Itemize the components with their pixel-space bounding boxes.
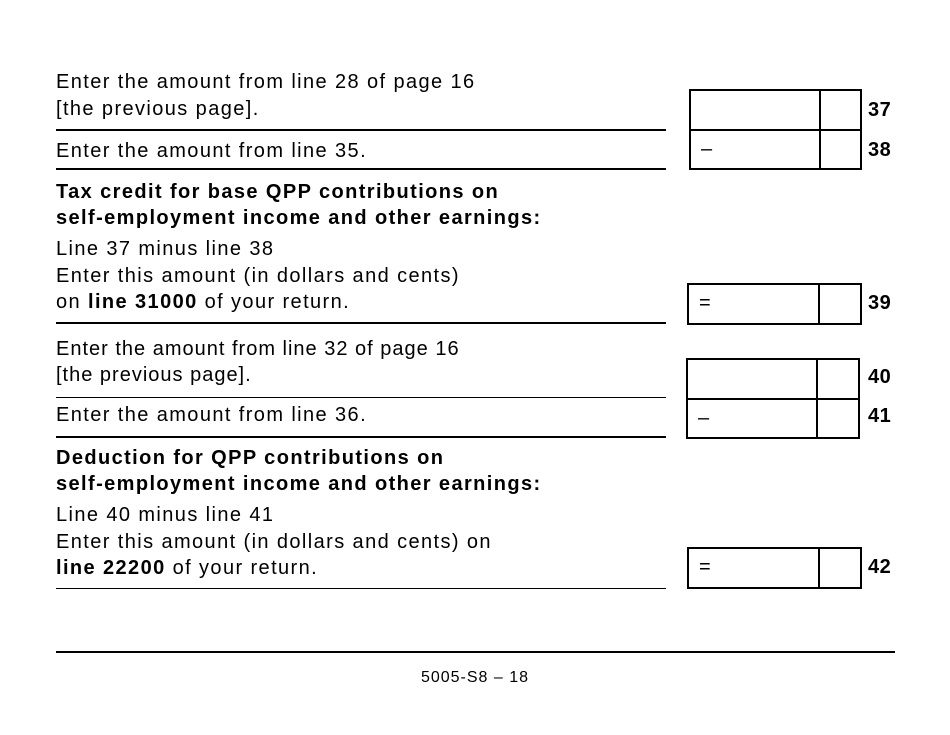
cents-divider [816,398,818,439]
deduction-instruction-2 [56,555,318,581]
line-number-40: 40 [868,366,892,388]
instruction-prefix: on [56,291,89,313]
deduction-heading-2: self-employment income and other earnings: [56,473,542,495]
line-37-amount-field[interactable] [689,89,862,131]
minus-sign: – [701,137,713,160]
instruction-suffix: of your return. [197,291,351,313]
tax-credit-instruction-1: Enter this amount (in dollars and cents) [56,265,460,287]
divider [56,588,666,589]
deduction-heading-1: Deduction for QPP contributions on [56,447,445,469]
tax-credit-heading-1: Tax credit for base QPP contributions on [56,181,500,203]
deduction-instruction-1: Enter this amount (in dollars and cents) on [56,531,492,553]
divider [56,168,666,170]
line-41-amount-field[interactable] [686,398,860,439]
line-number-37: 37 [868,99,892,121]
line-41-text: Enter the amount from line 36. [56,404,368,426]
line-number-42: 42 [868,556,892,578]
tax-credit-heading-2: self-employment income and other earnings: [56,207,542,229]
equals-sign: = [699,292,711,315]
line-37-text-2: [the previous page]. [56,98,260,120]
line-38-text: Enter the amount from line 35. [56,140,368,162]
line-number-39: 39 [868,292,892,314]
divider [56,436,666,438]
line-number-38: 38 [868,139,892,161]
footer-rule [56,651,895,653]
cents-divider [816,358,818,400]
minus-sign: – [698,406,710,429]
line-40-text-2: [the previous page]. [56,364,252,386]
divider [56,129,666,131]
line-22200-reference: line 22200 [56,557,166,579]
line-40-amount-field[interactable] [686,358,860,400]
tax-credit-instruction-2 [56,289,350,315]
line-number-41: 41 [868,405,892,427]
equals-sign: = [699,556,711,579]
cents-divider [819,89,821,131]
divider [56,322,666,324]
deduction-calc: Line 40 minus line 41 [56,504,275,526]
line-39-amount-field[interactable] [687,283,862,325]
cents-divider [818,283,820,325]
line-31000-reference: line 31000 [88,291,198,313]
cents-divider [818,547,820,589]
line-37-text-1: Enter the amount from line 28 of page 16 [56,71,476,93]
cents-divider [819,129,821,170]
tax-credit-calc: Line 37 minus line 38 [56,238,275,260]
line-40-text-1: Enter the amount from line 32 of page 16 [56,338,460,360]
divider [56,397,666,398]
instruction-suffix: of your return. [165,557,319,579]
line-38-amount-field[interactable] [689,129,862,170]
form-code-page-number: 5005-S8 – 18 [420,669,530,686]
line-42-amount-field[interactable] [687,547,862,589]
